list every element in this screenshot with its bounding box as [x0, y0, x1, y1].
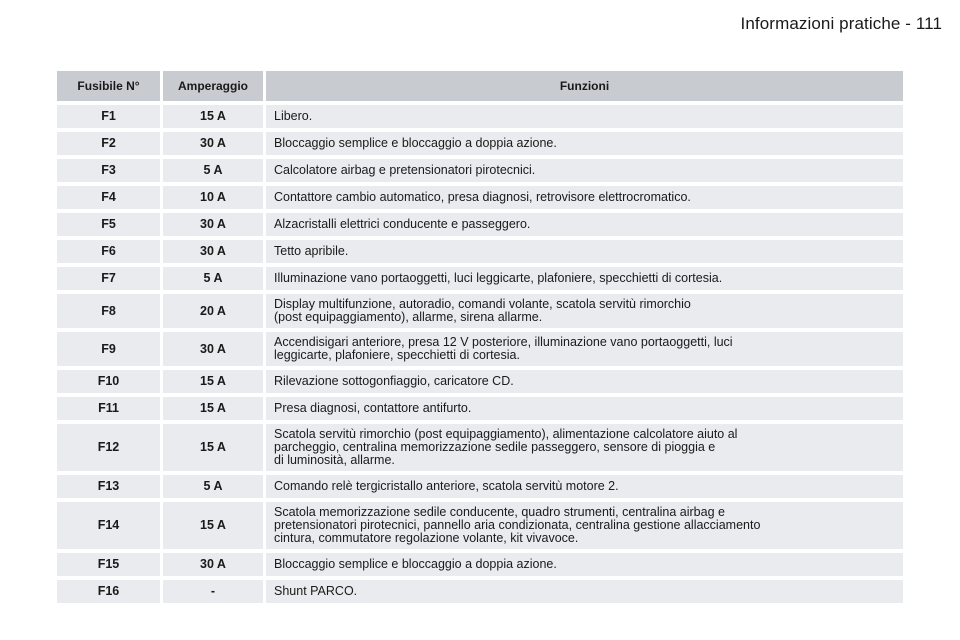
- function-cell: Bloccaggio semplice e bloccaggio a doppia azione.: [263, 553, 903, 576]
- page-header-title: Informazioni pratiche - 111: [740, 14, 942, 33]
- amperage-cell: 5 A: [160, 159, 263, 182]
- table-row: [57, 332, 903, 366]
- header-row: [57, 71, 903, 101]
- function-cell: Bloccaggio semplice e bloccaggio a doppia azione.: [263, 132, 903, 155]
- fuse-number-cell: F15: [57, 553, 160, 576]
- fuse-number-cell: F11: [57, 397, 160, 420]
- fuse-number-cell: F9: [57, 332, 160, 366]
- fuse-number-cell: F3: [57, 159, 160, 182]
- fuse-number-cell: F16: [57, 580, 160, 603]
- table-row: [57, 502, 903, 549]
- amperage-cell: 15 A: [160, 424, 263, 471]
- function-cell: Contattore cambio automatico, presa diagnosi, retrovisore elettrocromatico.: [263, 186, 903, 209]
- table-row: [57, 213, 903, 236]
- table-row: [57, 186, 903, 209]
- function-cell: Rilevazione sottogonfiaggio, caricatore CD.: [263, 370, 903, 393]
- fuse-number-cell: F1: [57, 105, 160, 128]
- fuse-number-cell: F2: [57, 132, 160, 155]
- table-row: [57, 397, 903, 420]
- function-cell: Tetto apribile.: [263, 240, 903, 263]
- fuse-number-cell: F8: [57, 294, 160, 328]
- table-row: [57, 370, 903, 393]
- function-cell: Illuminazione vano portaoggetti, luci leggicarte, plafoniere, specchietti di cortesia.: [263, 267, 903, 290]
- fuse-number-cell: F10: [57, 370, 160, 393]
- fuse-number-cell: F4: [57, 186, 160, 209]
- fuse-table-header: [57, 71, 903, 101]
- table-row: [57, 267, 903, 290]
- amperage-cell: 15 A: [160, 397, 263, 420]
- column-header-fuse-number: Fusibile N°: [57, 71, 160, 101]
- amperage-cell: 15 A: [160, 105, 263, 128]
- amperage-cell: 20 A: [160, 294, 263, 328]
- table-row: [57, 475, 903, 498]
- fuse-number-cell: F12: [57, 424, 160, 471]
- function-cell: Libero.: [263, 105, 903, 128]
- fuse-number-cell: F7: [57, 267, 160, 290]
- table-row: [57, 424, 903, 471]
- table-row: [57, 132, 903, 155]
- table-row: [57, 240, 903, 263]
- function-cell: Comando relè tergicristallo anteriore, scatola servitù motore 2.: [263, 475, 903, 498]
- function-cell: Shunt PARCO.: [263, 580, 903, 603]
- fuse-number-cell: F13: [57, 475, 160, 498]
- amperage-cell: 30 A: [160, 213, 263, 236]
- function-cell: Calcolatore airbag e pretensionatori pirotecnici.: [263, 159, 903, 182]
- function-cell: Accendisigari anteriore, presa 12 V posteriore, illuminazione vano portaoggetti, luci leggicarte, plafoniere, specchietti di cortesia.: [263, 332, 903, 366]
- amperage-cell: -: [160, 580, 263, 603]
- function-cell: Scatola memorizzazione sedile conducente, quadro strumenti, centralina airbag e pretensionatori pirotecnici, pannello aria condizionata, centralina gestione allacciamento cintura, commutatore regolazione volante, kit vivavoce.: [263, 502, 903, 549]
- fuse-number-cell: F5: [57, 213, 160, 236]
- amperage-cell: 10 A: [160, 186, 263, 209]
- fuse-table-body: [57, 105, 903, 603]
- amperage-cell: 30 A: [160, 132, 263, 155]
- table-row: [57, 294, 903, 328]
- table-row: [57, 553, 903, 576]
- function-cell: Scatola servitù rimorchio (post equipaggiamento), alimentazione calcolatore aiuto al parcheggio, centralina memorizzazione sedile passeggero, sensore di pioggia e di luminosità, allarme.: [263, 424, 903, 471]
- fuse-table: [57, 67, 903, 607]
- column-header-functions: Funzioni: [263, 71, 903, 101]
- amperage-cell: 30 A: [160, 240, 263, 263]
- amperage-cell: 15 A: [160, 370, 263, 393]
- amperage-cell: 5 A: [160, 475, 263, 498]
- table-row: [57, 580, 903, 603]
- amperage-cell: 5 A: [160, 267, 263, 290]
- fuse-number-cell: F6: [57, 240, 160, 263]
- fuse-number-cell: F14: [57, 502, 160, 549]
- function-cell: Presa diagnosi, contattore antifurto.: [263, 397, 903, 420]
- table-row: [57, 159, 903, 182]
- amperage-cell: 30 A: [160, 553, 263, 576]
- amperage-cell: 15 A: [160, 502, 263, 549]
- function-cell: Display multifunzione, autoradio, comandi volante, scatola servitù rimorchio (post equipaggiamento), allarme, sirena allarme.: [263, 294, 903, 328]
- amperage-cell: 30 A: [160, 332, 263, 366]
- table-row: [57, 105, 903, 128]
- column-header-amperage: Amperaggio: [160, 71, 263, 101]
- function-cell: Alzacristalli elettrici conducente e passeggero.: [263, 213, 903, 236]
